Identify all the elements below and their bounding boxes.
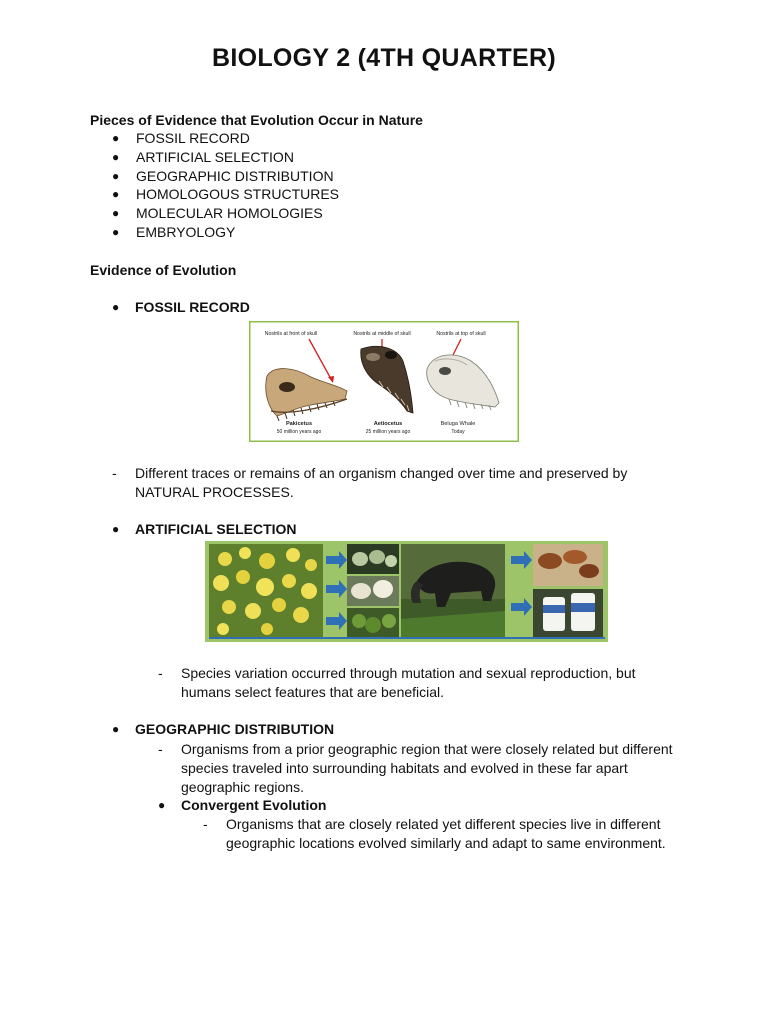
convergent-evolution-heading: ● Convergent Evolution <box>158 797 327 813</box>
list-item: ● FOSSIL RECORD <box>112 130 250 146</box>
dash-icon: - <box>203 816 208 832</box>
fossil-name-3: Beluga Whale <box>440 421 476 427</box>
bullet-icon: ● <box>112 224 120 239</box>
page-title: BIOLOGY 2 (4TH QUARTER) <box>212 44 556 72</box>
bullet-icon: ● <box>158 798 166 812</box>
whale-skulls-illustration <box>249 321 519 442</box>
pieces-heading: Pieces of Evidence that Evolution Occur in Nature <box>90 112 423 128</box>
geographic-distribution-description: - Organisms from a prior geographic region that were closely related but different species traveled into surrounding habitats and evolved in these far apart geographic regions. <box>158 741 673 795</box>
crops-livestock-illustration <box>205 541 608 642</box>
fossil-label-2: Nostrils at middle of skull <box>353 331 411 337</box>
bullet-icon: ● <box>112 149 120 164</box>
convergent-evolution-description: - Organisms that are closely related yet different species live in different geographic locations evolved similarly and adapt to same environment. <box>203 816 666 851</box>
fossil-name-1: Pakicetus <box>285 421 313 427</box>
fossil-age-1: 50 million years ago <box>276 429 322 435</box>
flowers-image <box>209 544 323 638</box>
bullet-icon: ● <box>112 300 120 314</box>
livestock-image <box>401 544 505 638</box>
bullet-icon: ● <box>112 206 120 221</box>
fossil-record-figure <box>249 321 519 442</box>
fossil-age-2: 25 million years ago <box>365 429 411 435</box>
bullet-icon: ● <box>112 187 120 202</box>
fossil-label-3: Nostrils at top of skull <box>436 331 486 337</box>
bullet-icon: ● <box>112 168 120 183</box>
dash-icon: - <box>158 741 163 757</box>
artificial-selection-description: - Species variation occurred through mutation and sexual reproduction, but humans select features that are beneficial. <box>158 665 636 700</box>
pieces-list <box>112 129 339 242</box>
geographic-distribution-heading: ● GEOGRAPHIC DISTRIBUTION <box>112 721 335 737</box>
fossil-age-3: Today <box>451 429 465 435</box>
dash-icon: - <box>112 465 117 481</box>
products-image <box>533 544 603 638</box>
evidence-heading: Evidence of Evolution <box>90 262 237 278</box>
bullet-icon: ● <box>112 131 120 145</box>
fossil-record-heading: ● FOSSIL RECORD <box>112 299 250 315</box>
vegetables-image <box>347 544 399 638</box>
list-item: ● ARTIFICIAL SELECTION <box>112 148 294 165</box>
bullet-icon: ● <box>112 522 120 536</box>
fossil-label-1: Nostrils at front of skull <box>264 331 318 337</box>
list-item: ● GEOGRAPHIC DISTRIBUTION <box>112 167 334 184</box>
fossil-record-description: - Different traces or remains of an organism changed over time and preserved by NATURAL PROCESSES. <box>112 465 628 500</box>
bullet-icon: ● <box>112 722 120 736</box>
artificial-selection-heading: ● ARTIFICIAL SELECTION <box>112 521 297 537</box>
list-item: ● HOMOLOGOUS STRUCTURES <box>112 186 340 203</box>
dash-icon: - <box>158 665 163 681</box>
list-item: ● EMBRYOLOGY <box>112 223 236 240</box>
list-item: ● MOLECULAR HOMOLOGIES <box>112 205 323 222</box>
artificial-selection-figure <box>205 541 608 642</box>
fossil-name-2: Aetiocetus <box>373 421 403 427</box>
